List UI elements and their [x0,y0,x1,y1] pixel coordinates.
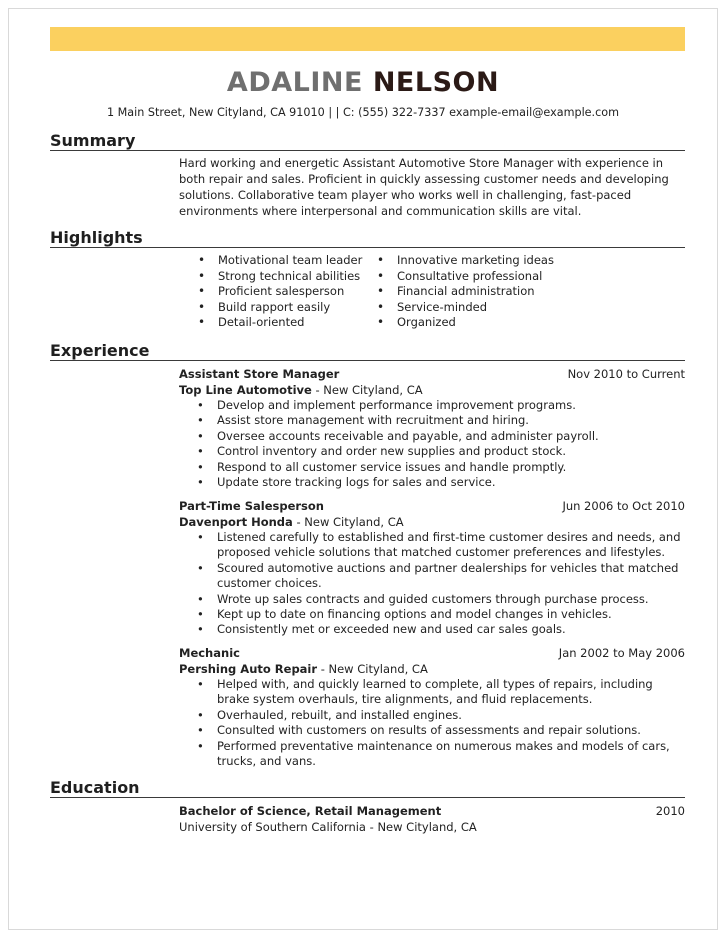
job-bullet: • Control inventory and order new supplies and product stock. [197,444,685,459]
highlight-item: • Organized [377,315,554,331]
resume-page [8,8,718,930]
highlight-item: • Build rapport easily [198,300,362,316]
highlight-item: • Service-minded [377,300,554,316]
job-bullet: • Kept up to date on financing options and model changes in vehicles. [197,607,685,622]
highlight-item: • Innovative marketing ideas [377,253,554,269]
job-entry [179,498,685,638]
company-location: - New Cityland, CA [292,515,404,529]
job-title: Mechanic [179,646,240,660]
job-bullet: • Performed preventative maintenance on numerous makes and models of cars, trucks, and vans. [197,739,685,770]
highlight-item: • Consultative professional [377,269,554,285]
highlights-left-column [198,253,362,331]
job-dates: Jan 2002 to May 2006 [558,646,685,660]
job-entry [179,366,685,490]
summary-text: Hard working and energetic Assistant Automotive Store Manager with experience in both repair and sales. Proficient in quickly assessing customer needs and developing solutions. Collaborative team player who works well in challenging, fast-paced environments where interpersonal and communication skills are vital. [179,156,669,218]
job-title: Part-Time Salesperson [179,499,324,513]
highlight-item: • Proficient salesperson [198,284,362,300]
school: University of Southern California - New Cityland, CA [179,820,477,834]
highlight-item: • Financial administration [377,284,554,300]
last-name: NELSON [372,67,500,98]
experience-heading: Experience [50,341,150,360]
highlight-item: • Strong technical abilities [198,269,362,285]
highlight-item: • Detail-oriented [198,315,362,331]
company-name: Top Line Automotive [179,383,312,397]
education-heading: Education [50,778,140,797]
section-divider [50,797,685,798]
company-name: Davenport Honda [179,515,293,529]
company-location: - New Cityland, CA [317,662,428,676]
job-bullet: • Scoured automotive auctions and partner dealerships for vehicles that matched customer choices. [197,561,685,592]
first-name: ADALINE [226,67,363,98]
job-bullet: • Helped with, and quickly learned to complete, all types of repairs, including brake system overhauls, tire alignments, and fluid replacements. [197,677,685,708]
highlights-right-column [377,253,554,331]
job-bullet: • Assist store management with recruitment and hiring. [197,413,685,428]
job-entry [179,645,685,769]
section-divider [50,150,685,151]
graduation-year: 2010 [655,804,685,818]
education-entry [179,803,685,835]
job-bullet: • Wrote up sales contracts and guided customers through purchase process. [197,592,685,607]
company-location: - New Cityland, CA [311,383,423,397]
job-bullet: • Consistently met or exceeded new and used car sales goals. [197,622,685,637]
summary-heading: Summary [50,131,136,150]
job-bullet: • Consulted with customers on results of assessments and repair solutions. [197,723,685,738]
highlight-item: • Motivational team leader [198,253,362,269]
job-dates: Jun 2006 to Oct 2010 [562,499,685,513]
job-dates: Nov 2010 to Current [567,367,685,381]
job-bullet: • Overhauled, rebuilt, and installed engines. [197,708,685,723]
job-title: Assistant Store Manager [179,367,340,381]
section-divider [50,247,685,248]
job-company-line [179,382,685,398]
job-bullet: • Oversee accounts receivable and payable, and administer payroll. [197,429,685,444]
degree: Bachelor of Science, Retail Management [179,804,442,818]
job-company-line [179,661,685,677]
highlights-heading: Highlights [50,228,143,247]
job-bullet: • Update store tracking logs for sales and service. [197,475,685,490]
company-name: Pershing Auto Repair [179,662,318,676]
candidate-name [9,67,717,98]
section-divider [50,360,685,361]
job-bullet: • Develop and implement performance improvement programs. [197,398,685,413]
job-company-line [179,514,685,530]
job-bullet: • Listened carefully to established and first-time customer desires and needs, and proposed vehicle solutions that matched customer preferences and lifestyles. [197,530,685,561]
accent-bar [50,27,685,51]
job-bullet: • Respond to all customer service issues and handle promptly. [197,460,685,475]
contact-line: 1 Main Street, New Cityland, CA 91010 | | C: (555) 322-7337 example-email@example.com [106,106,620,119]
